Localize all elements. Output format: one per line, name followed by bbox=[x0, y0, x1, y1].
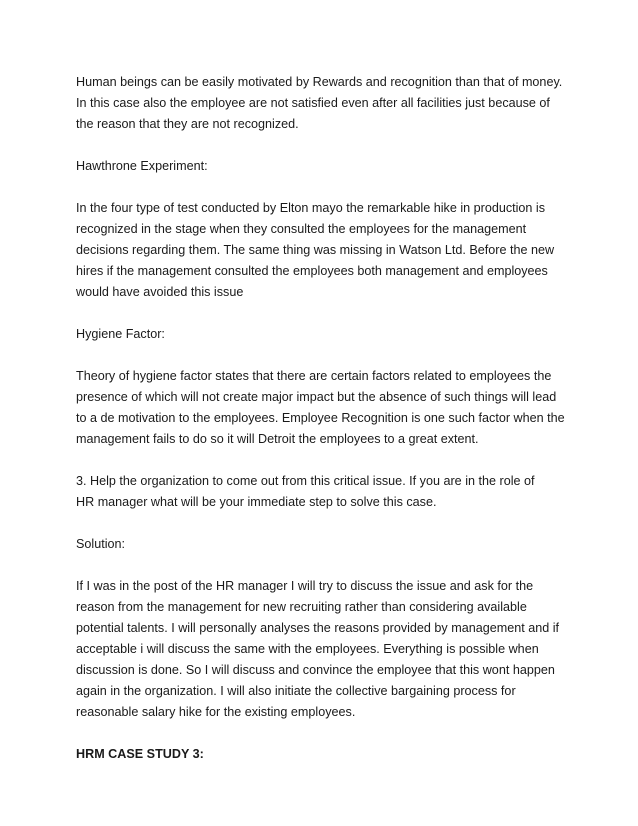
text-line: 3. Help the organization to come out from this critical issue. If you are in the role of bbox=[76, 474, 535, 488]
text-line: In the four type of test conducted by Elton mayo the remarkable hike in production is bbox=[76, 201, 546, 215]
document-page bbox=[76, 72, 576, 765]
text-line: hires if the management consulted the employees both management and employees bbox=[76, 264, 548, 278]
text-line: HR manager what will be your immediate step to solve this case. bbox=[76, 495, 437, 509]
text-line: Solution: bbox=[76, 537, 126, 551]
paragraph-hawthrone bbox=[76, 198, 576, 303]
text-line: again in the organization. I will also initiate the collective bargaining process for bbox=[76, 684, 516, 698]
text-line: potential talents. I will personally analyses the reasons provided by management and if bbox=[76, 621, 560, 635]
text-line: Hygiene Factor: bbox=[76, 327, 165, 341]
question-3 bbox=[76, 471, 576, 513]
text-line: reason from the management for new recruiting rather than considering available bbox=[76, 600, 527, 614]
text-line: Theory of hygiene factor states that there are certain factors related to employees the bbox=[76, 369, 552, 383]
text-line: decisions regarding them. The same thing was missing in Watson Ltd. Before the new bbox=[76, 243, 555, 257]
section-heading-hawthrone bbox=[76, 156, 576, 177]
section-heading-solution bbox=[76, 534, 576, 555]
text-line: recognized in the stage when they consulted the employees for the management bbox=[76, 222, 527, 236]
text-line: would have avoided this issue bbox=[76, 285, 244, 299]
case-study-heading: HRM CASE STUDY 3: bbox=[76, 747, 204, 761]
text-line: In this case also the employee are not satisfied even after all facilities just because of bbox=[76, 96, 550, 110]
text-line: If I was in the post of the HR manager I will try to discuss the issue and ask for the bbox=[76, 579, 534, 593]
text-line: Human beings can be easily motivated by Rewards and recognition than that of money. bbox=[76, 75, 563, 89]
text-line: presence of which will not create major impact but the absence of such things will lead bbox=[76, 390, 557, 404]
paragraph-solution bbox=[76, 576, 576, 723]
text-line: discussion is done. So I will discuss and convince the employee that this wont happen bbox=[76, 663, 555, 677]
text-line: Hawthrone Experiment: bbox=[76, 159, 208, 173]
paragraph-intro bbox=[76, 72, 576, 135]
text-line: reasonable salary hike for the existing employees. bbox=[76, 705, 356, 719]
paragraph-hygiene bbox=[76, 366, 576, 450]
text-line: the reason that they are not recognized. bbox=[76, 117, 299, 131]
text-line: acceptable i will discuss the same with the employees. Everything is possible when bbox=[76, 642, 539, 656]
text-line: to a de motivation to the employees. Employee Recognition is one such factor when the bbox=[76, 411, 565, 425]
text-line: management fails to do so it will Detroit the employees to a great extent. bbox=[76, 432, 479, 446]
section-heading-hygiene bbox=[76, 324, 576, 345]
